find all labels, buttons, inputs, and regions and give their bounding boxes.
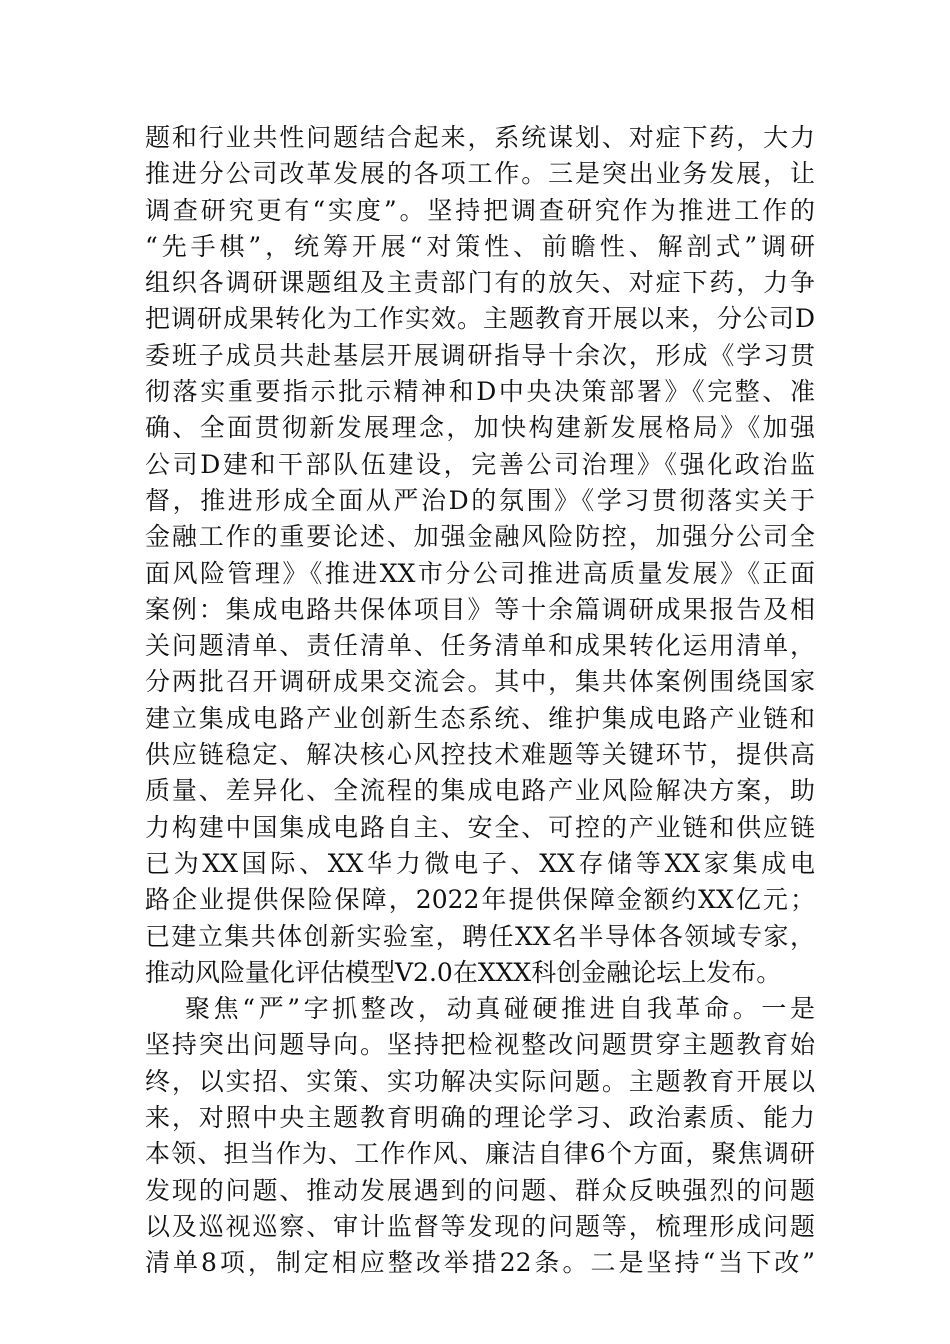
text-line: 题和行业共性问题结合起来，系统谋划、对症下药，大力 <box>145 123 815 152</box>
text-line: 面风险管理》《推进XX市分公司推进高质量发展》《正面 <box>145 558 815 588</box>
text-line: 调查研究更有“实度”。坚持把调查研究作为推进工作的 <box>145 195 815 225</box>
text-line: 来，对照中央主题教育明确的理论学习、政治素质、能力 <box>145 1103 815 1133</box>
body-text <box>145 120 815 1282</box>
text-line: 供应链稳定、解决核心风控技术难题等关键环节，提供高 <box>145 740 815 770</box>
text-line: 金融工作的重要论述、加强金融风险防控，加强分公司全 <box>145 522 815 552</box>
text-line: 彻落实重要指示批示精神和D中央决策部署》《完整、准 <box>145 377 815 407</box>
text-line: 关问题清单、责任清单、任务清单和成果转化运用清单， <box>145 631 815 661</box>
text-line: 清单8项，制定相应整改举措22条。二是坚持“当下改” <box>145 1248 815 1278</box>
text-line: 案例：集成电路共保体项目》等十余篇调研成果报告及相 <box>145 594 815 624</box>
text-line: 本领、担当作为、工作作风、廉洁自律6个方面，聚焦调研 <box>145 1139 815 1169</box>
text-line: 终，以实招、实策、实功解决实际问题。主题教育开展以 <box>145 1066 815 1096</box>
paragraph-end-line: 推动风险量化评估模型V2.0在XXX科创金融论坛上发布。 <box>145 957 782 987</box>
text-line: 分两批召开调研成果交流会。其中，集共体案例围绕国家 <box>145 667 815 697</box>
text-line: 已为XX国际、XX华力微电子、XX存储等XX家集成电 <box>145 848 815 878</box>
text-line: 质量、差异化、全流程的集成电路产业风险解决方案，助 <box>145 776 815 806</box>
text-line: 委班子成员共赴基层开展调研指导十余次，形成《学习贯 <box>145 340 815 370</box>
text-line: 已建立集共体创新实验室，聘任XX名半导体各领域专家， <box>145 921 815 951</box>
text-line: 确、全面贯彻新发展理念，加快构建新发展格局》《加强 <box>145 413 815 443</box>
text-line: 力构建中国集成电路自主、安全、可控的产业链和供应链 <box>145 812 815 842</box>
text-line: 发现的问题、推动发展遇到的问题、群众反映强烈的问题 <box>145 1175 815 1205</box>
text-line: 督，推进形成全面从严治D的氛围》《学习贯彻落实关于 <box>145 485 815 515</box>
text-line: 以及巡视巡察、审计监督等发现的问题等，梳理形成问题 <box>145 1211 815 1241</box>
text-line: 坚持突出问题导向。坚持把检视整改问题贯穿主题教育始 <box>145 1030 815 1060</box>
text-line: 把调研成果转化为工作实效。主题教育开展以来，分公司D <box>145 304 815 334</box>
text-line: 组织各调研课题组及主责部门有的放矢、对症下药，力争 <box>145 268 815 298</box>
text-line: 推进分公司改革发展的各项工作。三是突出业务发展，让 <box>145 159 815 189</box>
text-line: 公司D建和干部队伍建设，完善公司治理》《强化政治监 <box>145 449 815 479</box>
text-line: 路企业提供保险保障，2022年提供保障金额约XX亿元； <box>145 885 815 915</box>
text-line: 建立集成电路产业创新生态系统、维护集成电路产业链和 <box>145 703 815 733</box>
text-line: “先手棋”，统筹开展“对策性、前瞻性、解剖式”调研 <box>145 231 815 261</box>
paragraph-first-line: 聚焦“严”字抓整改，动真碰硬推进自我革命。一是 <box>185 994 815 1024</box>
